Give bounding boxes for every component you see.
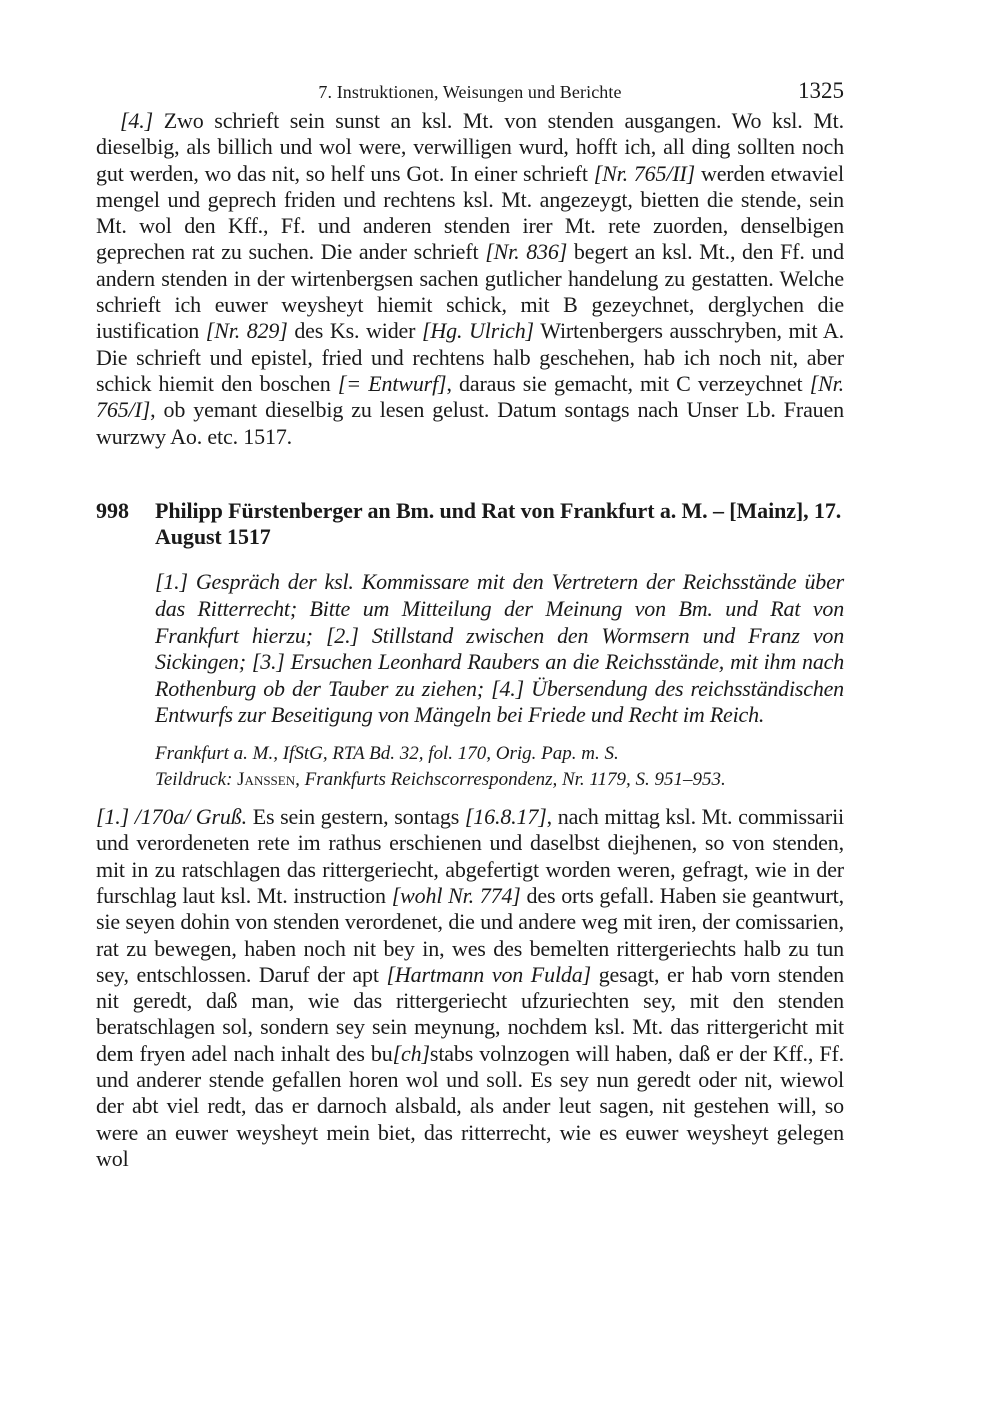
page [96, 78, 844, 1172]
editorial-italic: [wohl Nr. 774] [391, 882, 521, 908]
document-heading [96, 498, 844, 551]
source-reference [155, 741, 844, 792]
source-print-line: Teildruck: Janssen, Frankfurts Reichscorrespondenz, Nr. 1179, S. 951–953. [155, 768, 726, 790]
editorial-italic: [= Entwurf] [337, 370, 447, 396]
author-name: Janssen [237, 768, 296, 790]
running-title: 7. Instruktionen, Weisungen und Berichte [318, 82, 622, 102]
editorial-italic: [Nr. 836] [485, 239, 568, 265]
editorial-italic: [ch] [392, 1040, 430, 1066]
document-title: Philipp Fürstenberger an Bm. und Rat von Frankfurt a. M. – [Mainz], 17. August 1517 [155, 497, 842, 550]
editorial-italic: [Hartmann von Fulda] [386, 961, 592, 987]
regest-summary: [1.] Gespräch der ksl. Kommissare mit den Vertretern der Reichsstände über das Ritterrecht; Bitte um Mitteilung der Meinung von Bm. und Rat von Frankfurt hierzu; [2.] Stillstand zwischen den Wormsern und Franz von Sickingen; [3.] Ersuchen Leonhard Raubers an die Reichsstände, mit ihm nach Rothenburg ob der Tauber zu ziehen; [4.] Übersendung des reichsständischen Entwurfs zur Beseitigung von Mängeln bei Friede und Recht im Reich. [155, 569, 844, 728]
running-head [96, 78, 844, 108]
body-paragraph: [1.] /170a/ Gruß. Es sein gestern, sontags [16.8.17], nach mittag ksl. Mt. commissarii und verordeneten rete im rathus erschienen und daselbst diejhenen, so von stenden, mit in zu ratschlagen das rittergeriecht, abgefertigt worden weren, gefragt, wie in der furschlag laut ksl. Mt. instruction [wohl Nr. 774] des orts gefall. Haben sie geantwurt, sie seyen dohin von stenden verordenet, die und andere weg mit iren, der comissarien, rat zu bewegen, haben noch nit bey in, wes des bemelten rittergeriechts halb zu tun sey, entschlossen. Daruf der apt [Hartmann von Fulda] gesagt, er hab vorn stenden nit geredt, daß man, wie das rittergeriecht ufzuriechten sey, mit den stenden beratschlagen sol, sondern sey sein meynung, nochdem ksl. Mt. das rittergericht mit dem fryen adel nach inhalt des bu[ch]stabs volnzogen will haben, daß er der Kff., Ff. und anderer stende gefallen horen wol und soll. Es sey nun geredt oder nit, wiewol der abt viel redt, das er darnoch alsbald, als ander leut sagen, nit gestehen will, so were an euwer weysheyt mein biet, das ritterrecht, wie es euwer weysheyt gelegen wol [96, 804, 845, 1171]
continuation-paragraph: [4.] Zwo schrieft sein sunst an ksl. Mt. von stenden ausgangen. Wo ksl. Mt. dieselbig, als billich und wol were, verwilligen wurd, hofft ich, all ding sollten noch gut werden, wo das nit, so helf uns Got. In einer schrieft [Nr. 765/II] werden etwaviel mengel und geprech friden und rechtens ksl. Mt. angezeygt, bietten die stende, sein Mt. wol den Kff., Ff. und anderen stenden irer Mt. rete zuorden, denselbigen geprechen rat zu suchen. Die ander schrieft [Nr. 836] begert an ksl. Mt., den Ff. und andern stenden in der wirtenbergsen sachen gutlicher handelung zu gestatten. Welche schrieft ich euwer weysheyt hiemit schick, mit B gezeychnet, derglychen die iustification [Nr. 829] des Ks. wider [Hg. Ulrich] Wirtenbergers ausschryben, mit A. Die schrieft und epistel, fried und rechtens halb geschehen, hab ich noch nit, aber schick hiemit den boschen [= Entwurf], daraus sie gemacht, mit C verzeychnet [Nr. 765/I], ob yemant dieselbig zu lesen gelust. Datum sontags nach Unser Lb. Frauen wurzwy Ao. etc. 1517. [96, 108, 845, 449]
source-archive-line: Frankfurt a. M., IfStG, RTA Bd. 32, fol. 170, Orig. Pap. m. S. [155, 743, 619, 765]
editorial-italic: [Nr. 829] [205, 318, 288, 344]
document-number: 998 [96, 497, 129, 523]
editorial-italic: [16.8.17] [464, 804, 547, 830]
page-number: 1325 [798, 78, 844, 103]
editorial-italic: [Nr. 765/I] [96, 370, 844, 423]
editorial-italic: [Hg. Ulrich] [422, 318, 534, 344]
editorial-italic: [1.] /170a/ Gruß. [96, 804, 247, 830]
editorial-italic: [4.] [120, 108, 154, 133]
editorial-italic: [Nr. 765/II] [593, 160, 696, 186]
